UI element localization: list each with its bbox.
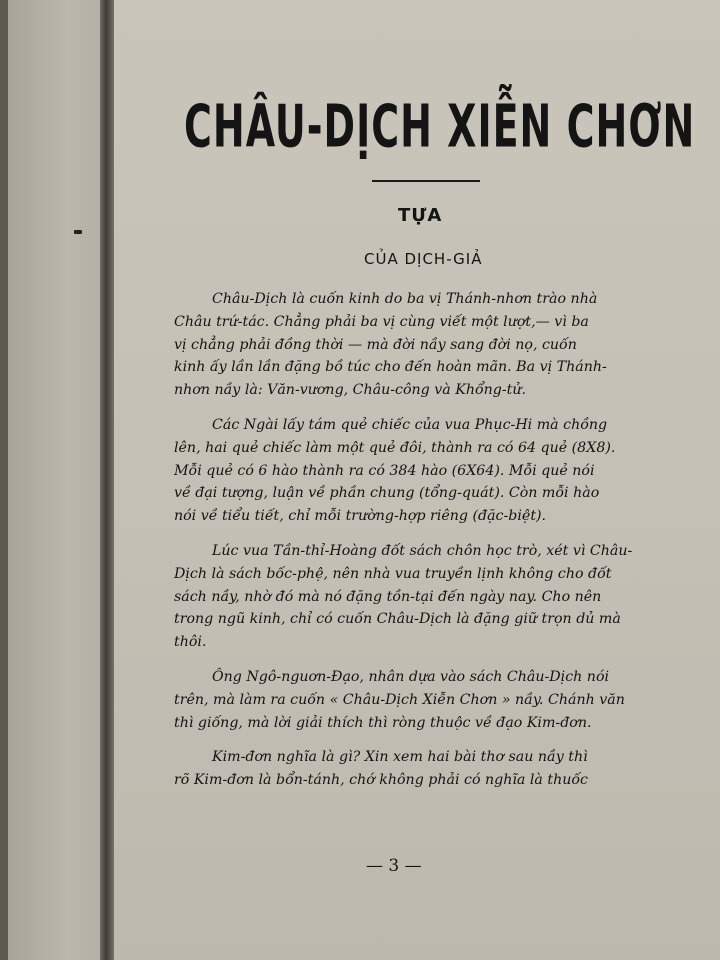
left-page-edge xyxy=(0,0,8,960)
text-line: lên, hai quẻ chiếc làm một quẻ đôi, thành ra có 64 quẻ (8X8). xyxy=(174,439,616,456)
text-line: Châu trứ-tác. Chẳng phải ba vị cùng viết một lượt,— vì ba xyxy=(174,313,589,330)
text-line: vị chẳng phải đồng thời — mà đời nầy sang đời nọ, cuốn xyxy=(174,336,577,353)
page-number: — 3 — xyxy=(366,856,422,876)
page-title: CHÂU-DỊCH XIỄN CHƠN xyxy=(184,92,696,161)
paragraph-1 xyxy=(174,288,720,402)
left-facing-page xyxy=(0,0,112,960)
text-line: thôi. xyxy=(174,634,207,651)
text-line: kinh ấy lần lần đặng bồ túc cho đến hoàn mãn. Ba vị Thánh- xyxy=(174,359,607,376)
text-line: nhơn nầy là: Văn-vương, Châu-công và Khổng-tử. xyxy=(174,382,527,399)
text-line: Mỗi quẻ có 6 hào thành ra có 384 hào (6X64). Mỗi quẻ nói xyxy=(174,462,595,479)
title-rule xyxy=(372,180,480,182)
paragraph-4 xyxy=(174,666,720,734)
paragraph-2 xyxy=(174,414,720,528)
text-line: sách nầy, nhờ đó mà nó đặng tồn-tại đến ngày nay. Cho nên xyxy=(174,588,602,605)
text-line: Ông Ngô-nguơn-Đạo, nhân dựa vào sách Châu-Dịch nói xyxy=(212,668,610,685)
text-line: trên, mà làm ra cuốn « Châu-Dịch Xiễn Chơn » nầy. Chánh văn xyxy=(174,691,625,708)
paragraph-5 xyxy=(174,746,720,792)
text-line: trong ngũ kinh, chỉ có cuốn Châu-Dịch là đặng giữ trọn dủ mà xyxy=(174,611,621,628)
section-byline: CỦA DỊCH-GIẢ xyxy=(364,250,483,268)
text-line: Lúc vua Tần-thỉ-Hoàng đốt sách chôn học trò, xét vì Châu- xyxy=(212,542,633,559)
right-page xyxy=(114,0,720,960)
text-line: rõ Kim-đơn là bổn-tánh, chớ không phải có nghĩa là thuốc xyxy=(174,772,588,789)
text-line: Kim-đơn nghĩa là gì? Xin xem hai bài thơ sau nầy thì xyxy=(212,749,588,766)
text-line: Dịch là sách bốc-phệ, nên nhà vua truyền lịnh không cho đốt xyxy=(174,565,612,582)
body-text xyxy=(174,288,720,804)
paragraph-3 xyxy=(174,540,720,654)
book-gutter xyxy=(100,0,114,960)
text-line: về đại tượng, luận về phần chung (tổng-quát). Còn mỗi hào xyxy=(174,485,600,502)
text-line: thì giống, mà lời giải thích thì ròng thuộc về đạo Kim-đơn. xyxy=(174,714,592,731)
text-line: nói về tiểu tiết, chỉ mỗi trường-hợp riêng (đặc-biệt). xyxy=(174,508,547,525)
text-line: Châu-Dịch là cuốn kinh do ba vị Thánh-nhơn trào nhà xyxy=(212,291,598,307)
section-heading: TỰA xyxy=(398,205,443,226)
text-line: Các Ngài lấy tám quẻ chiếc của vua Phục-Hi mà chồng xyxy=(212,416,608,433)
pen-mark xyxy=(74,230,82,234)
